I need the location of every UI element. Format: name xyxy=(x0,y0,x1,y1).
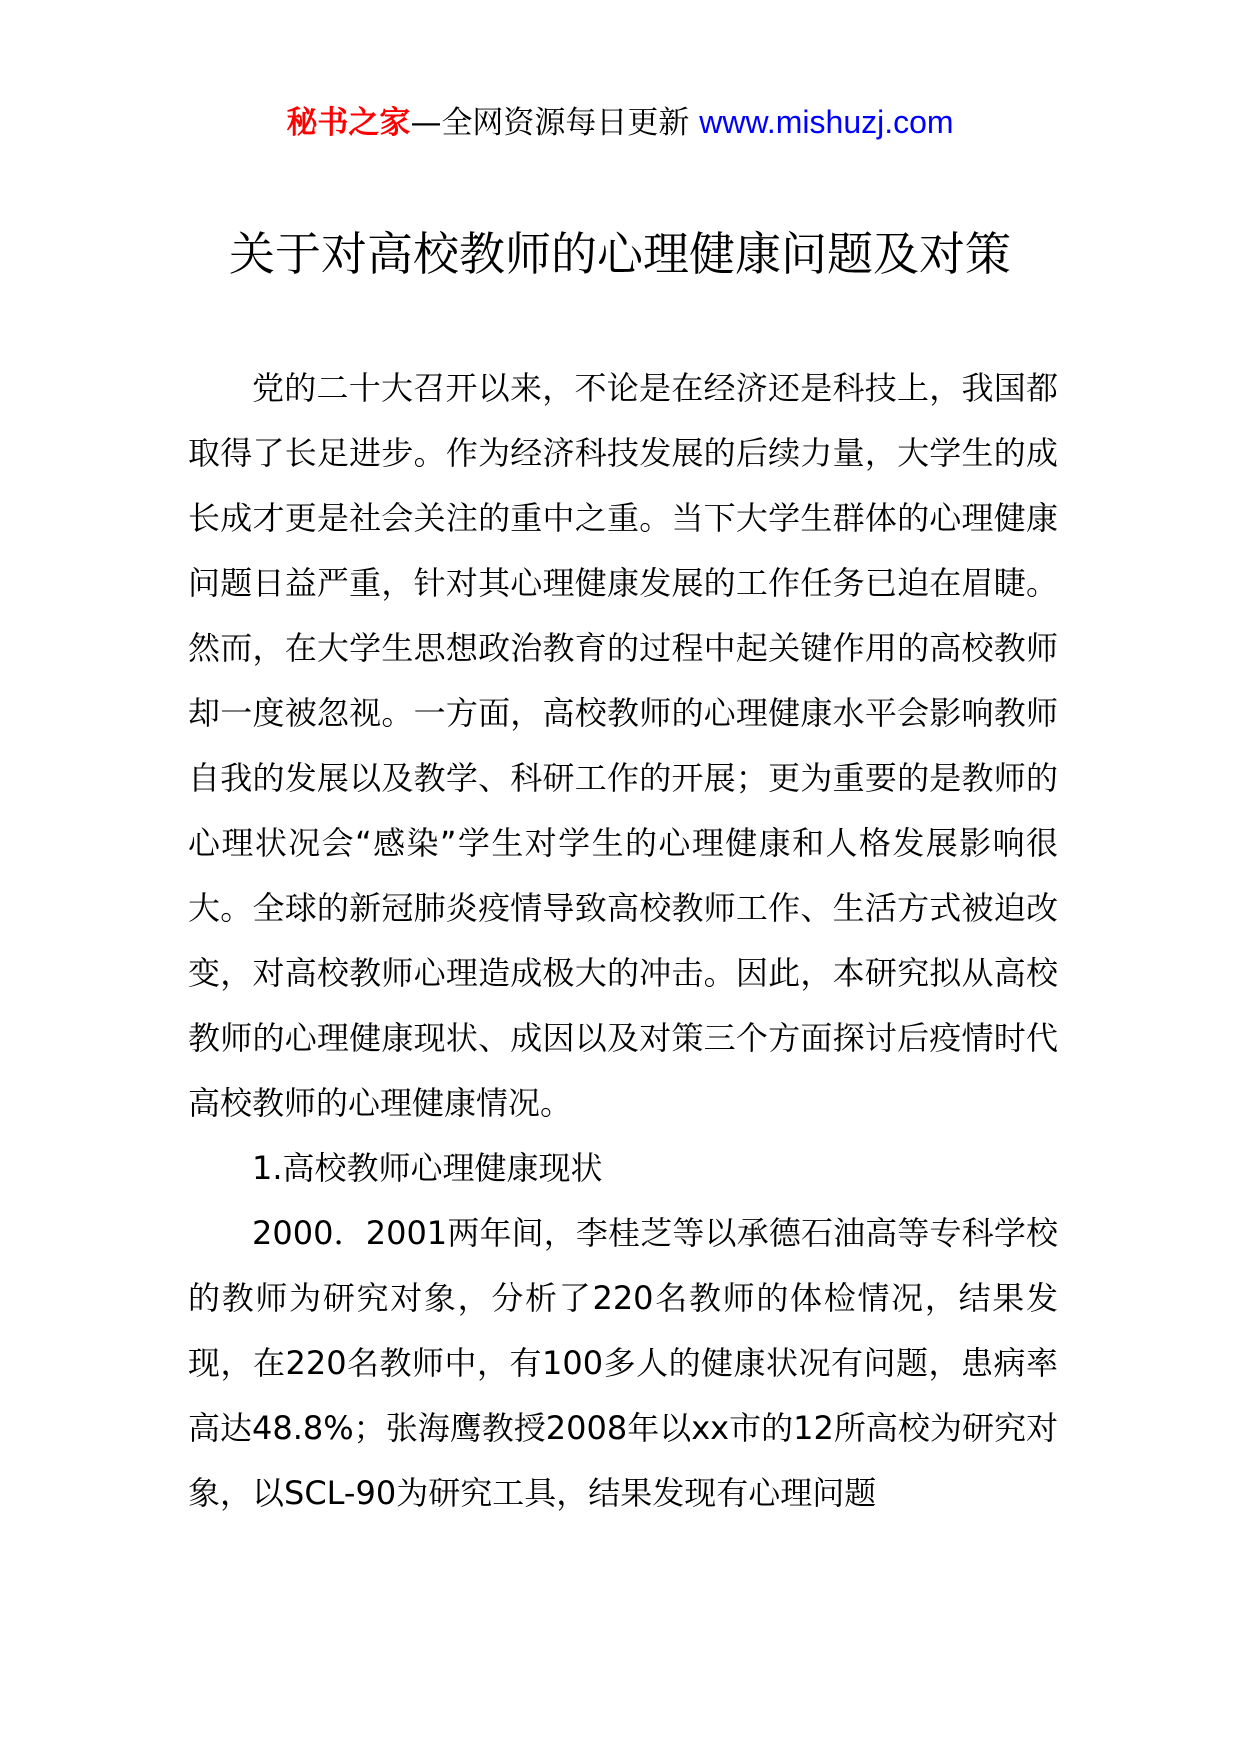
document-title: 关于对高校教师的心理健康问题及对策 xyxy=(229,227,1011,281)
page-header xyxy=(0,100,1240,145)
section-heading: 1.高校教师心理健康现状 xyxy=(252,1149,603,1187)
body-paragraph: 2000．2001两年间，李桂芝等以承德石油高等专科学校的教师为研究对象，分析了220名教师的体检情况，结果发现，在220名教师中，有100多人的健康状况有问题，患病率高达48.8%；张海鹰教授2008年以xx市的12所高校为研究对象，以SCL-90为研究工具，结果发现有心理问题 xyxy=(188,1214,1058,1512)
header-url-link[interactable]: www.mishuzj.com xyxy=(699,104,954,140)
document-body xyxy=(188,356,1058,1526)
header-tagline: —全网资源每日更新 xyxy=(410,105,690,141)
intro-paragraph: 党的二十大召开以来，不论是在经济还是科技上，我国都取得了长足进步。作为经济科技发展的后续力量，大学生的成长成才更是社会关注的重中之重。当下大学生群体的心理健康问题日益严重，针对其心理健康发展的工作任务已迫在眉睫。然而，在大学生思想政治教育的过程中起关键作用的高校教师却一度被忽视。一方面，高校教师的心理健康水平会影响教师自我的发展以及教学、科研工作的开展；更为重要的是教师的心理状况会“感染”学生对学生的心理健康和人格发展影响很大。全球的新冠肺炎疫情导致高校教师工作、生活方式被迫改变，对高校教师心理造成极大的冲击。因此，本研究拟从高校教师的心理健康现状、成因以及对策三个方面探讨后疫情时代高校教师的心理健康情况。 xyxy=(188,369,1058,1122)
brand-name: 秘书之家 xyxy=(286,105,411,141)
